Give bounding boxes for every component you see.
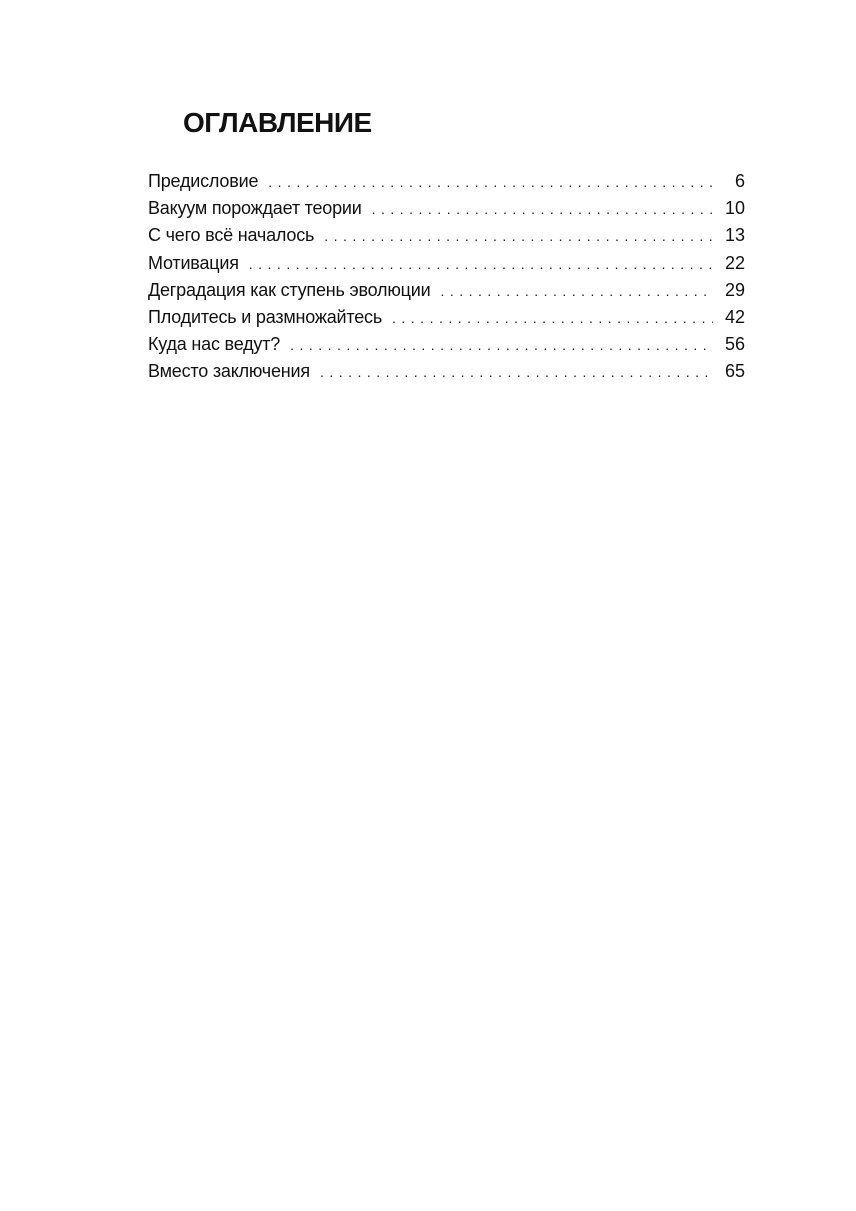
dot-leader	[290, 332, 713, 359]
dot-leader	[392, 305, 713, 332]
toc-entry-title: Мотивация	[148, 252, 239, 273]
toc-entry-title: Деградация как ступень эволюции	[148, 279, 431, 300]
toc-entry-multiply[interactable]	[148, 304, 745, 331]
toc-page-number: 42	[724, 306, 745, 327]
toc-entry-preface[interactable]	[148, 168, 745, 195]
toc-page-number: 6	[734, 171, 745, 191]
toc-page-number: 22	[724, 252, 745, 273]
dot-leader	[324, 223, 713, 250]
toc-page-number: 13	[724, 225, 745, 246]
toc-entry-where-led[interactable]	[148, 331, 745, 358]
toc-entry-title: Предисловие	[148, 171, 259, 191]
toc-heading: ОГЛАВЛЕНИЕ	[183, 107, 372, 138]
toc-entry-conclusion[interactable]	[148, 358, 745, 385]
toc-entry-degradation[interactable]	[148, 277, 745, 304]
toc-entry-title: Вакуум порождает теории	[148, 198, 362, 219]
dot-leader	[249, 251, 713, 278]
toc-entry-title: Вместо заключения	[148, 361, 310, 382]
toc-entry-title: Плодитесь и размножайтесь	[148, 306, 383, 327]
dot-leader	[440, 278, 713, 305]
toc-entry-title: Куда нас ведут?	[148, 334, 281, 355]
toc-page-number: 65	[724, 361, 745, 382]
toc-entry-motivation[interactable]	[148, 250, 745, 277]
toc-entry-vacuum[interactable]	[148, 195, 745, 222]
toc-page-number: 56	[724, 334, 745, 355]
dot-leader	[320, 359, 713, 386]
toc-page-number: 29	[724, 279, 745, 300]
toc-entry-title: С чего всё началось	[148, 225, 315, 246]
toc-entry-beginning[interactable]	[148, 222, 745, 249]
toc-page-number: 10	[724, 198, 745, 219]
dot-leader	[268, 169, 713, 196]
table-of-contents	[148, 168, 745, 386]
dot-leader	[372, 196, 713, 223]
